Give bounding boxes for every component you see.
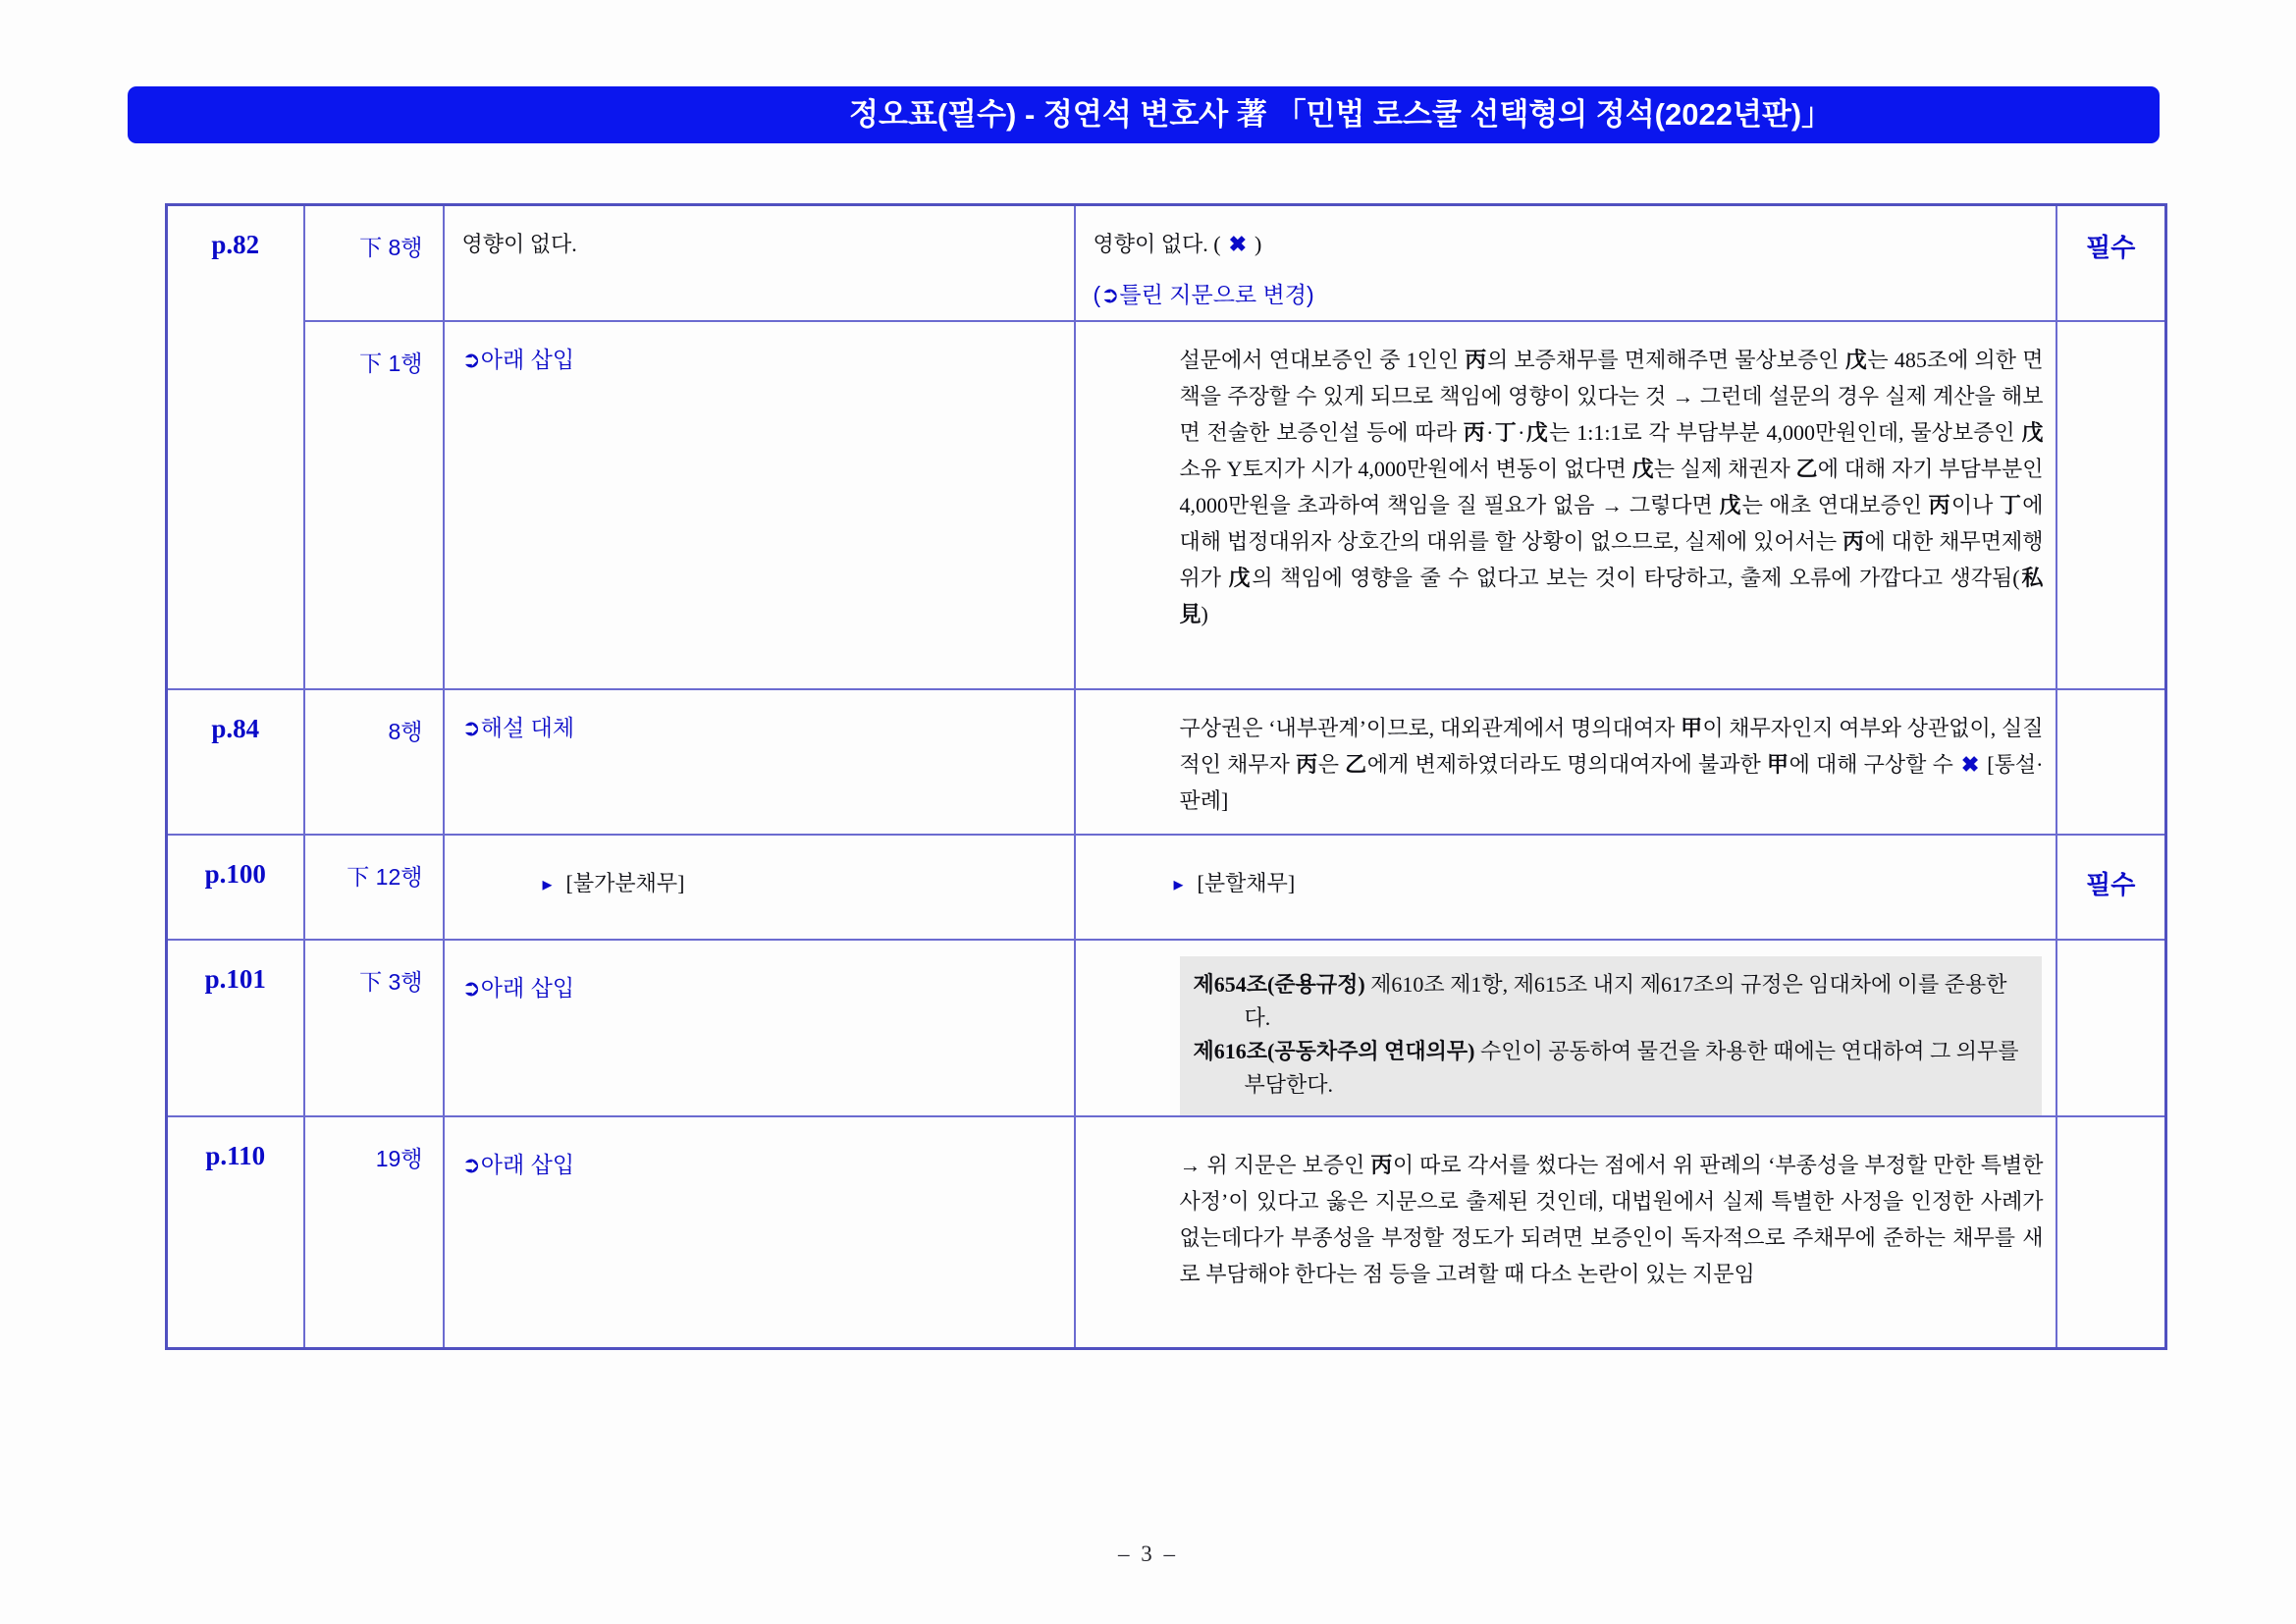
triangle-icon: ▸ [1173,873,1184,895]
correction-cell [1075,835,2056,940]
page-cell-100: p.100 [167,835,304,940]
original-text: [불가분채무] [565,870,685,895]
line-cell: 下 3행 [304,940,444,1116]
original-cell [444,205,1075,321]
required-cell-empty [2056,689,2166,835]
required-badge: 필수 [2056,835,2166,940]
correction-text: [분할채무] [1197,870,1296,895]
correction-close: ) [1255,232,1262,256]
table-row [167,321,2166,689]
table-row [167,1116,2166,1349]
article-body: 수인이 공동하여 물건을 차용한 때에는 연대하여 그 의무를 부담한다. [1244,1038,2019,1097]
directive-label: 해설 대체 [480,714,575,740]
original-cell [444,689,1075,835]
insert-arrow-icon: ➲ [461,974,481,1001]
document-title: 정오표(필수) - 정연석 변호사 著 「민법 로스쿨 선택형의 정석(2022년판)」 [849,97,1833,132]
article-head: 제616조(공동차주의 연대의무) [1193,1038,1475,1063]
article-body: 제610조 제1항, 제615조 내지 제617조의 규정은 임대차에 이를 준용한다. [1244,971,2007,1030]
table-row [167,205,2166,321]
original-cell [444,835,1075,940]
article-head: 제654조(준용규정) [1193,971,1365,997]
correction-cell [1075,1116,2056,1349]
original-cell [444,1116,1075,1349]
title-banner [128,86,2160,143]
required-badge: 필수 [2056,205,2166,321]
page-cell-101: p.101 [167,940,304,1116]
table-row [167,689,2166,835]
correction-paragraph: 구상권은 ‘내부관계’이므로, 대외관계에서 명의대여자 甲이 채무자인지 여부와 상관없이, 실질적인 채무자 丙은 乙에게 변제하였더라도 명의대여자에 불과한 甲에 대해 구상할 수 ✖ [통설·판례] [1179,715,2044,813]
page-footer [0,1542,2296,1567]
statute-box [1180,956,2042,1115]
directive-label: 아래 삽입 [480,974,575,1001]
directive [462,715,575,740]
correction-cell [1075,321,2056,689]
insert-arrow-icon: ➲ [461,1151,481,1177]
required-cell-empty [2056,1116,2166,1349]
directive [462,347,575,372]
required-cell-empty [2056,321,2166,689]
correction-cell [1075,205,2056,321]
original-cell [444,321,1075,689]
triangle-icon: ▸ [542,873,553,895]
directive-label: 아래 삽입 [480,346,575,372]
x-mark-icon: ✖ [1228,232,1248,256]
line-cell: 下 12행 [304,835,444,940]
statute-article [1194,968,2026,1035]
directive [462,1152,575,1177]
original-cell [444,940,1075,1116]
table-row [167,940,2166,1116]
directive-label: 아래 삽입 [480,1151,575,1177]
correction-text: 영향이 없다. ( [1093,232,1221,256]
correction-cell [1075,689,2056,835]
page-number: – 3 – [1118,1542,1178,1566]
correction-cell [1075,940,2056,1116]
correction-paragraph: 설문에서 연대보증인 중 1인인 丙의 보증채무를 면제해주면 물상보증인 戊는 485조에 의한 면책을 주장할 수 있게 되므로 책임에 영향이 있다는 것 → 그런데 설문의 경우 실제 계산을 해보면 전술한 보증인설 등에 따라 丙·丁·戊는 1:1:1로 각 부담부분 4,000만원인데, 물상보증인 戊 소유 Y토지가 시가 4,000만원에서 변동이 없다면 戊는 실제 채권자 乙에 대해 자기 부담부분인 4,000만원을 초과하여 책임을 질 필요가 없음 → 그렇다면 戊는 애초 연대보증인 丙이나 丁에 대해 법정대위자 상호간의 대위를 할 상황이 없으므로, 실제에 있어서는 丙에 대한 채무면제행위가 戊의 책임에 영향을 줄 수 없다고 보는 것이 타당하고, 출제 오류에 가깝다고 생각됨(私見) [1179,347,2044,626]
statute-article [1194,1035,2026,1102]
change-note: (➲틀린 지문으로 변경) [1093,282,1314,307]
original-text: 영향이 없다. [461,232,577,256]
page-cell-82: p.82 [167,205,304,689]
required-cell-empty [2056,940,2166,1116]
correction-paragraph: → 위 지문은 보증인 丙이 따로 각서를 썼다는 점에서 위 판례의 ‘부종성을 부정할 만한 특별한 사정’이 있다고 옳은 지문으로 출제된 것인데, 대법원에서 실제 특별한 사정을 인정한 사례가 없는데다가 부종성을 부정할 정도가 되려면 보증인이 독자적으로 주채무에 준하는 채무를 새로 부담해야 한다는 점 등을 고려할 때 다소 논란이 있는 지문임 [1179,1152,2044,1286]
page-cell-84: p.84 [167,689,304,835]
table-row [167,835,2166,940]
directive [462,975,575,1001]
correction-tail: [통설·판례] [1179,751,2044,813]
line-cell: 8행 [304,689,444,835]
line-cell: 下 1행 [304,321,444,689]
x-mark-icon: ✖ [1960,751,1980,777]
errata-table [165,203,2167,1350]
line-cell: 下 8행 [304,205,444,321]
page-cell-110: p.110 [167,1116,304,1349]
insert-arrow-icon: ➲ [461,714,481,740]
line-cell: 19행 [304,1116,444,1349]
insert-arrow-icon: ➲ [461,346,481,372]
